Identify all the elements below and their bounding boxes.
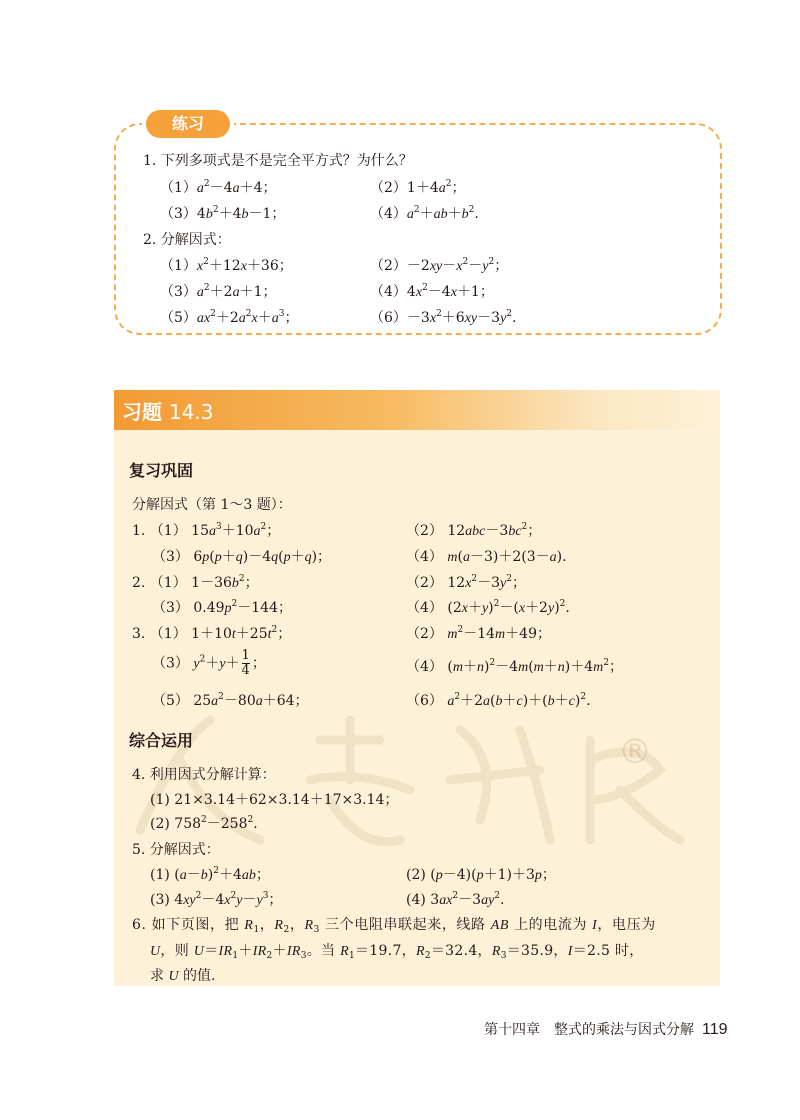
ex-q3-6: （6） $a^2+2a(b+c)+(b+c)^2$. bbox=[406, 692, 591, 709]
ex-q3-5: （5） $25a^2-80a+64$； bbox=[152, 692, 309, 709]
practice-tag: 练习 bbox=[146, 110, 230, 138]
registered-mark: ® bbox=[618, 732, 652, 772]
practice-q2-intro: 2. 分解因式： bbox=[143, 232, 231, 248]
ex-q3-1: 3. （1） $1+10t+25t^2$； bbox=[132, 625, 292, 642]
ex-q5-4: (4) $3ax^2-3ay^2$. bbox=[406, 891, 505, 908]
ex-q1-2: （2） $12abc-3bc^2$； bbox=[406, 522, 542, 539]
practice-q1-intro: 1. 下列多项式是不是完全平方式？为什么？ bbox=[143, 153, 413, 169]
ex-q5-intro: 5. 分解因式： bbox=[132, 842, 220, 858]
ex-q1-4: （4） m(a－3)＋2(3－a). bbox=[406, 549, 567, 565]
practice-q2-3: $(3)a^2+2a+1$； bbox=[160, 283, 277, 300]
chapter-title: 第十四章 整式的乘法与因式分解 bbox=[484, 1022, 694, 1038]
ex-q5-3: (3) $4xy^2-4x^2y-y^3$； bbox=[150, 891, 283, 908]
exercise-title: 习题 14.3 bbox=[122, 400, 214, 424]
practice-q1-4: $(4)a^2+ab+b^2$. bbox=[370, 205, 479, 222]
practice-q1-1: $(1)a^2-4a+4$； bbox=[160, 179, 277, 196]
review-heading: 复习巩固 bbox=[129, 461, 194, 480]
practice-q2-1: $(1)x^2+12x+36$； bbox=[160, 257, 293, 274]
practice-q1-3: $(3)4b^2+4b-1$； bbox=[160, 205, 286, 222]
ex-q4-intro: 4. 利用因式分解计算： bbox=[132, 767, 276, 783]
page-number: 119 bbox=[702, 1021, 728, 1038]
ex-q5-1: (1) $(a-b)^2+4ab$； bbox=[150, 866, 270, 883]
ex-q4-1: (1) 21×3.14＋62×3.14＋17×3.14； bbox=[150, 792, 399, 808]
ex-q2-2: （2） $12x^2-3y^2$； bbox=[406, 574, 526, 591]
ex-q5-2: (2) (p－4)(p＋1)＋3p； bbox=[406, 867, 556, 883]
practice-q2-4: $(4)4x^2-4x+1$； bbox=[370, 283, 494, 300]
page-footer bbox=[484, 1019, 728, 1039]
ex-q4-2: (2) $758^2-258^2$. bbox=[150, 815, 258, 832]
practice-q2-5: $(5)ax^2+2a^2x+a^3$； bbox=[160, 309, 299, 326]
ex-q3-2: （2） $m^2-14m+49$； bbox=[406, 625, 551, 642]
practice-q2-2: $(2)-2xy-x^2-y^2$； bbox=[370, 257, 509, 274]
fraction-one-quarter: $\frac{1}{4}$ bbox=[241, 648, 250, 678]
ex-q1-3: （3） 6p(p＋q)－4q(p＋q)； bbox=[152, 549, 332, 565]
apply-heading: 综合运用 bbox=[129, 731, 194, 750]
ex-q2-4: （4） $(2x+y)^2-(x+2y)^2$. bbox=[406, 599, 570, 616]
practice-q1-2: $(2)1+4a^2$； bbox=[370, 179, 466, 196]
ex-q3-4: （4） $(m+n)^2-4m(m+n)+4m^2$； bbox=[406, 658, 624, 675]
ex-q6-line2: U，则 $U=IR_1+IR_2+IR_3$。当 $R_1=19.7$，$R_2=32.4$，$R_3=35.9$，I＝2.5 时， bbox=[150, 943, 644, 961]
practice-q2-6: $(6)-3x^2+6xy-3y^2$. bbox=[370, 309, 517, 326]
ex-q2-3: （3） $0.49p^2-144$； bbox=[152, 599, 292, 616]
review-intro: 分解因式（第 1～3 题）： bbox=[132, 497, 292, 513]
ex-q6-line1: 6. 如下页图，把 $R_1$，$R_2$，$R_3$ 三个电阻串联起来，线路 AB 上的电流为 I，电压为 bbox=[132, 917, 656, 935]
ex-q1-1: 1. （1） $15a^3+10a^2$； bbox=[132, 522, 281, 539]
ex-q6-line3: 求 U 的值. bbox=[150, 968, 216, 984]
ex-q3-3: （3） $y^2+y+$ $\frac{1}{4}$ ； bbox=[152, 648, 266, 678]
ex-q2-1: 2. （1） $1-36b^2$； bbox=[132, 574, 259, 591]
